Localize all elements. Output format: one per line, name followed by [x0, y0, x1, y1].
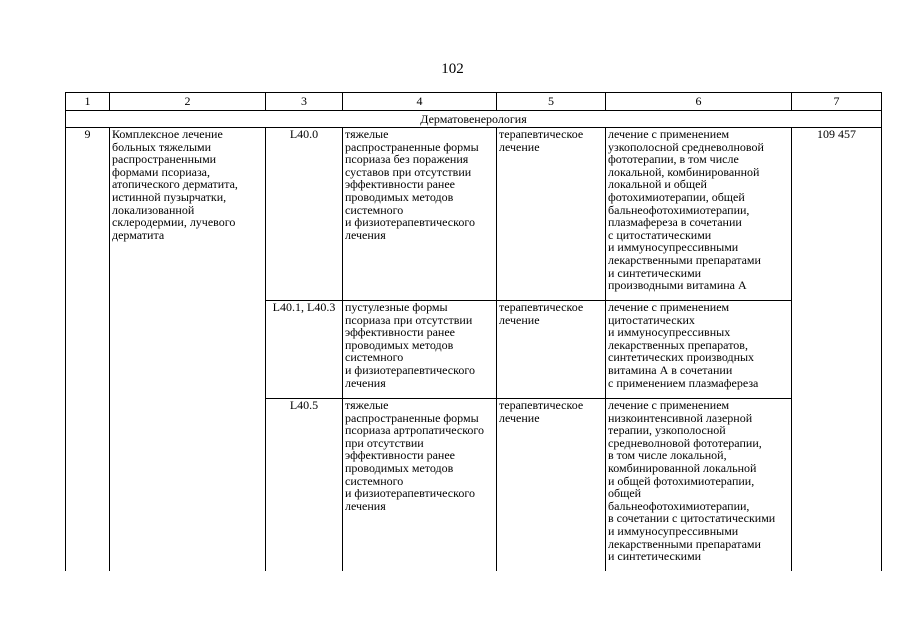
patient-model: тяжелые распространенные формы псориаза артропатического при отсутствии эффективности ранее проводимых методов системного и физиотерапевтического лечения — [343, 399, 497, 572]
column-number: 4 — [343, 93, 497, 111]
column-number: 7 — [792, 93, 882, 111]
treatment-method: лечение с применением узкополосной средневолновой фототерапии, в том числе локальной, комбинированной локальной и общей фотохимиотерапии, общей бальнеофотохимиотерапии, плазмафереза в сочетании с цитостатическими и иммуносупрессивными лекарственными препаратами и синтетическими производными витамина А — [606, 128, 792, 301]
column-number: 5 — [497, 93, 606, 111]
patient-model: пустулезные формы псориаза при отсутствии эффективности ранее проводимых методов системного и физиотерапевтического лечения — [343, 301, 497, 399]
column-number: 3 — [266, 93, 343, 111]
column-number-row — [66, 93, 882, 111]
diagnosis-codes: L40.0 — [266, 128, 343, 301]
treatment-table — [65, 92, 882, 571]
column-number: 1 — [66, 93, 110, 111]
table-row — [66, 128, 882, 301]
cost-value: 109 457 — [792, 128, 882, 572]
section-row — [66, 111, 882, 128]
treatment-method: лечение с применением цитостатических и иммуносупрессивных лекарственных препаратов, синтетических производных витамина А в сочетании с применением плазмафереза — [606, 301, 792, 399]
treatment-type: терапевтическое лечение — [497, 301, 606, 399]
group-number: 9 — [66, 128, 110, 572]
diagnosis-codes: L40.1, L40.3 — [266, 301, 343, 399]
treatment-method: лечение с применением низкоинтенсивной лазерной терапии, узкополосной средневолновой фототерапии, в том числе локальной, комбинированной локальной и общей фотохимиотерапии, общей бальнеофотохимиотерапии, в сочетании с цитостатическими и иммуносупрессивными лекарственными препаратами и синтетическими — [606, 399, 792, 572]
group-name: Комплексное лечение больных тяжелыми распространенными формами псориаза, атопического дерматита, истинной пузырчатки, локализованной склеродермии, лучевого дерматита — [110, 128, 266, 572]
column-number: 2 — [110, 93, 266, 111]
patient-model: тяжелые распространенные формы псориаза без поражения суставов при отсутствии эффективности ранее проводимых методов системного и физиотерапевтического лечения — [343, 128, 497, 301]
page-number: 102 — [441, 61, 464, 77]
treatment-type: терапевтическое лечение — [497, 128, 606, 301]
diagnosis-codes: L40.5 — [266, 399, 343, 572]
section-title: Дерматовенерология — [66, 111, 882, 128]
treatment-type: терапевтическое лечение — [497, 399, 606, 572]
column-number: 6 — [606, 93, 792, 111]
